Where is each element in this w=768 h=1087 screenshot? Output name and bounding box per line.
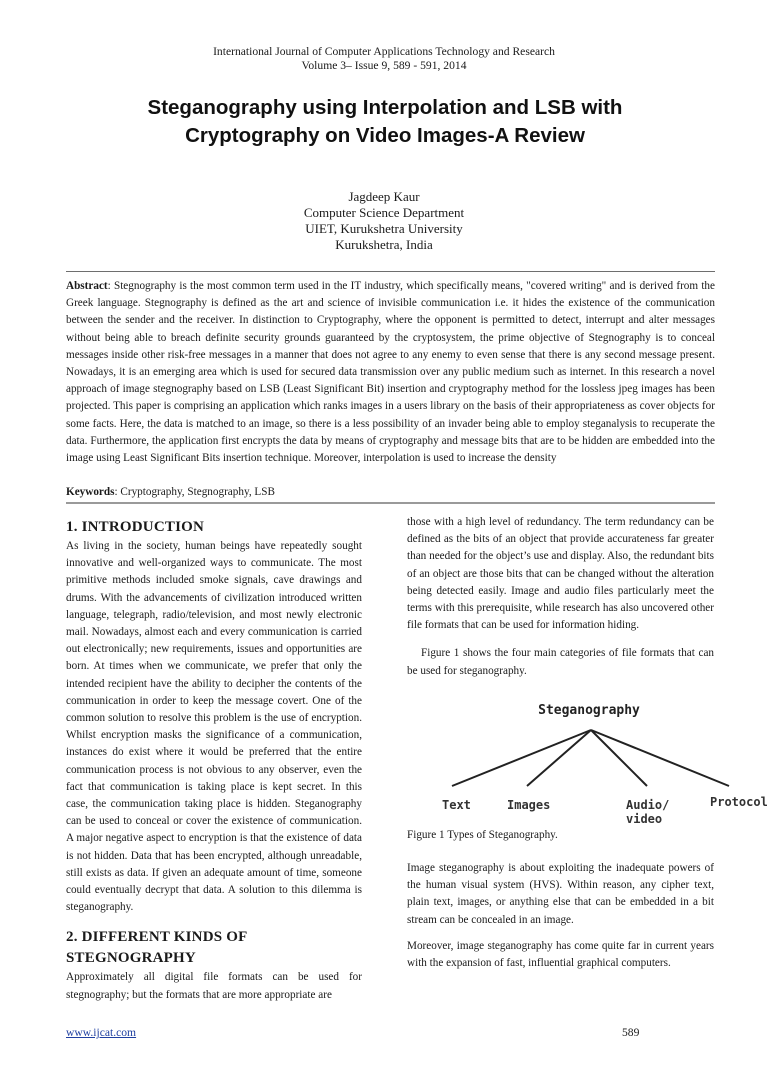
journal-header bbox=[0, 45, 768, 73]
section-heading-kinds-line2: STEGNOGRAPHY bbox=[66, 950, 196, 967]
abstract bbox=[66, 278, 715, 467]
author-institution: UIET, Kurukshetra University bbox=[305, 221, 463, 236]
abstract-text: : Stegnography is the most common term used in the IT industry, which specifically means, "covered writing" and is derived from the Greek language. Stegnography is defined as the art and science of invisible communication i.e. it hides the existence of the communication between the sender and the receiver. In distinction to Cryptography, where the opponent is permitted to detect, interrupt and alter messages without being able to breach definite security grounds guaranteed by the cryptosystem, the prime objective of Stegnography is to conceal messages inside other risk-free messages in a manner that does not agree to any enemy to even sense that there is any second message present. Nowadays, it is an emerging area which is used for secured data transmission over any public medium such as internet. In this research a novel approach of image stegnography based on LSB (Least Significant Bit) insertion and cryptography method for the lossless jpeg images has been projected. This paper is comprising an application which ranks images in a users library on the basis of their appropriateness as cover objects for some facts. Here, the data is matched to an image, so there is a less possibility of an invader being able to employ steganalysis to recuperate the data. Furthermore, the application first encrypts the data by means of cryptography and message bits that are to be hidden are embedded into the image using Least Significant Bits insertion technique. Moreover, interpolation is used to increase the density bbox=[66, 280, 715, 465]
kinds-text-left: Approximately all digital file formats can be used for stegnography; but the formats that are more appropriate are bbox=[66, 971, 362, 1001]
keywords-text: : Cryptography, Stegnography, LSB bbox=[114, 486, 275, 498]
diagram-leaf-text: Text bbox=[442, 798, 471, 812]
image-steganography-text: Image steganography is about exploiting the inadequate powers of the human visual system (HVS). Within reason, any cipher text, plain text, images, or anything else that can be embedded in a bit stream can be concealed in an image. bbox=[407, 862, 714, 926]
abstract-top-rule bbox=[66, 271, 715, 272]
page-number: 589 bbox=[622, 1026, 640, 1039]
author-department: Computer Science Department bbox=[303, 205, 465, 220]
journal-volume: Volume 3– Issue 9, 589 - 591, 2014 bbox=[301, 59, 467, 72]
journal-name: International Journal of Computer Applications Technology and Research bbox=[213, 45, 555, 58]
introduction-text: As living in the society, human beings have repeatedly sought innovative and well-organized ways to communicate. The most primitive methods included smoke signals, cave drawings and drums. With the advancements of civilization introduced written language, telegraph, radio/television, and most newly electronic mail. Nowadays, almost each and every communication is carried out electronically; new requirements, issues and opportunities are born. At times when we communicate, we prefer that only the intended recipient have the ability to decipher the contents of the communication in order to keep the message covert. One of the common solution to resolve this problem is the use of encryption. Whilst encryption masks the significance of a communication, instances do exist where it would be preferred that the entire communication process is not obvious to any observer, even the fact that communication is taking place is kept secret. In this case, the communication taking place is hidden. Steganography can be used to conceal or cover the existence of communication. A major negative aspect to encryption is that the existence of data is not hidden. Data that has been encrypted, although unreadable, still exists as data. If given an adequate amount of time, someone could eventually decrypt that data. A solution to this dilemma is steganography. bbox=[66, 540, 362, 914]
figure-1-caption: Figure 1 Types of Steganography. bbox=[407, 829, 558, 841]
left-column bbox=[66, 517, 362, 1004]
keywords-label: Keywords bbox=[66, 486, 115, 498]
title-line-1: Steganography using Interpolation and LSB with bbox=[147, 96, 623, 119]
diagram-root-label: Steganography bbox=[538, 703, 640, 718]
author-block bbox=[0, 189, 768, 253]
footer-website-link[interactable]: www.ijcat.com bbox=[66, 1026, 137, 1039]
figure-reference-text: Figure 1 shows the four main categories of file formats that can be used for steganography. bbox=[407, 647, 714, 677]
author-location: Kurukshetra, India bbox=[335, 237, 433, 252]
figure-1-diagram bbox=[407, 692, 767, 842]
section-heading-introduction: 1. INTRODUCTION bbox=[66, 519, 205, 535]
right-column-lower bbox=[407, 860, 714, 972]
diagram-leaf-audio: Audio/ bbox=[626, 798, 670, 812]
diagram-leaf-video: video bbox=[626, 812, 663, 826]
diagram-branches bbox=[452, 730, 729, 786]
diagram-leaf-protocol: Protocol bbox=[710, 795, 767, 809]
keywords bbox=[66, 484, 715, 500]
kinds-text-right: those with a high level of redundancy. The term redundancy can be defined as the bits of an object that provide accurateness far greater than needed for the object’s use and display. Also, the redundant bits of an object are those bits that can be changed without the alteration being detected easily. Image and audio files particularly meet the terms with this prerequisite, while research has also uncovered other file formats that can be used for information hiding. bbox=[407, 516, 714, 632]
section-heading-kinds-line1: 2. DIFFERENT KINDS OF bbox=[66, 929, 248, 946]
paper-title bbox=[60, 94, 710, 150]
right-column bbox=[407, 514, 714, 680]
title-line-2: Cryptography on Video Images-A Review bbox=[185, 124, 585, 147]
diagram-leaf-images: Images bbox=[507, 798, 551, 812]
author-name: Jagdeep Kaur bbox=[348, 189, 420, 204]
image-steganography-progress-text: Moreover, image steganography has come quite far in current years with the expansion of fast, influential graphical computers. bbox=[407, 939, 714, 970]
keywords-bottom-rule bbox=[66, 502, 715, 504]
abstract-label: Abstract bbox=[66, 280, 108, 292]
